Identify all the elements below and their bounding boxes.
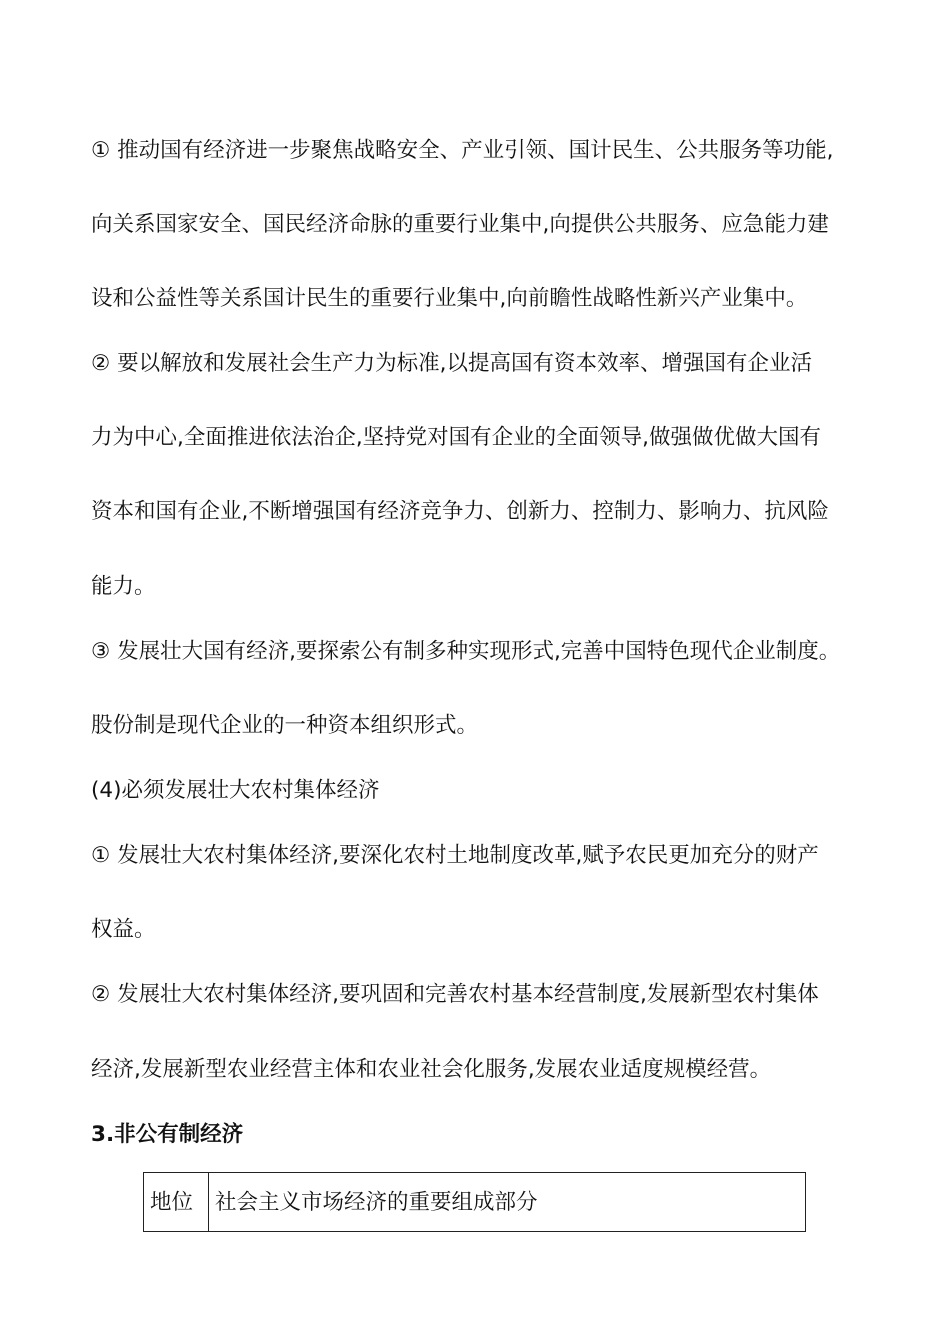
paragraph-line: ① 发展壮大农村集体经济,要深化农村土地制度改革,赋予农民更加充分的财产: [91, 843, 819, 868]
section-heading: 3.非公有制经济: [91, 1122, 244, 1147]
table-row: [144, 1173, 806, 1232]
info-table: [143, 1172, 806, 1232]
paragraph-line: 向关系国家安全、国民经济命脉的重要行业集中,向提供公共服务、应急能力建: [91, 212, 829, 237]
paragraph-line: 股份制是现代企业的一种资本组织形式。: [91, 713, 479, 738]
paragraph-line: 设和公益性等关系国计民生的重要行业集中,向前瞻性战略性新兴产业集中。: [91, 286, 808, 311]
paragraph-line: 经济,发展新型农业经营主体和农业社会化服务,发展农业适度规模经营。: [91, 1057, 772, 1082]
paragraph-line: 资本和国有企业,不断增强国有经济竞争力、创新力、控制力、影响力、抗风险: [91, 499, 829, 524]
paragraph-line: ② 要以解放和发展社会生产力为标准,以提高国有资本效率、增强国有企业活: [91, 351, 812, 376]
paragraph-line: 能力。: [91, 574, 156, 599]
table-label-cell: 地位: [144, 1173, 209, 1232]
paragraph-line: ③ 发展壮大国有经济,要探索公有制多种实现形式,完善中国特色现代企业制度。: [91, 639, 841, 664]
table-value-cell: 社会主义市场经济的重要组成部分: [209, 1173, 806, 1232]
paragraph-line: ① 推动国有经济进一步聚焦战略安全、产业引领、国计民生、公共服务等功能,: [91, 138, 834, 163]
subsection-heading: (4)必须发展壮大农村集体经济: [91, 778, 380, 803]
paragraph-line: ② 发展壮大农村集体经济,要巩固和完善农村基本经营制度,发展新型农村集体: [91, 982, 819, 1007]
paragraph-line: 权益。: [91, 917, 156, 942]
paragraph-line: 力为中心,全面推进依法治企,坚持党对国有企业的全面领导,做强做优做大国有: [91, 425, 822, 450]
